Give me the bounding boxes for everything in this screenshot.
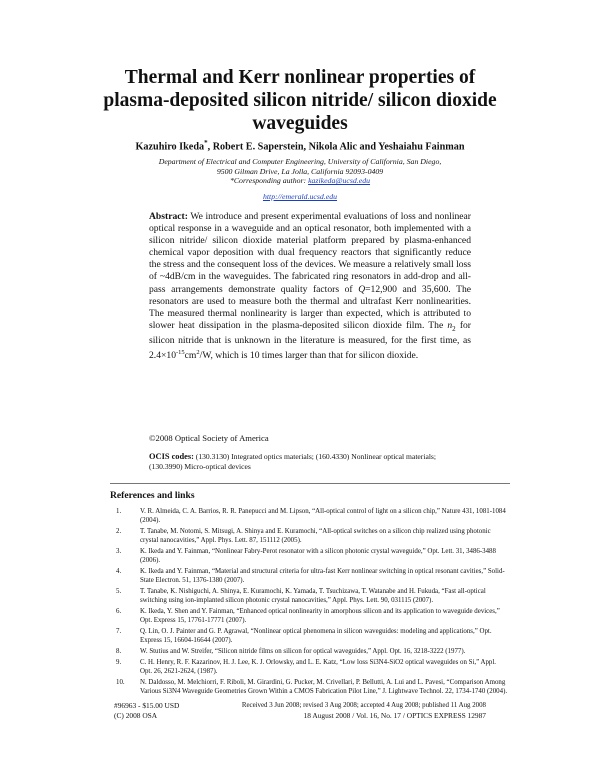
abstract — [149, 211, 471, 362]
abstract-superscript: 2 — [196, 348, 200, 356]
reference-number: 5. — [116, 587, 122, 595]
email-link[interactable]: kazikeda@ucsd.edu — [308, 176, 371, 186]
website-link[interactable]: http://emerald.ucsd.edu — [262, 192, 338, 201]
reference-item — [110, 528, 508, 545]
reference-text: Q. Lin, O. J. Painter and G. P. Agrawal, “Nonlinear optical phenomena in silicon waveguides: modeling and applications,” Opt. Express 15, 16604-16644 (2007). — [140, 627, 492, 644]
title-line: plasma-deposited silicon nitride/ silicon dioxide — [103, 90, 497, 111]
website-line — [60, 192, 540, 201]
reference-item — [110, 648, 508, 657]
references-heading: References and links — [110, 490, 195, 501]
abstract-symbol: Q — [358, 283, 366, 295]
reference-number: 9. — [116, 659, 122, 667]
footer-row — [114, 701, 486, 711]
article-id: #96963 - $15.00 USD — [114, 701, 180, 710]
journal-citation: 18 August 2008 / Vol. 16, No. 17 / OPTICS EXPRESS 12987 — [303, 711, 486, 720]
reference-item — [110, 628, 508, 645]
section-divider — [110, 483, 510, 484]
author-name: Kazuhiro Ikeda — [135, 141, 205, 153]
reference-text: C. H. Henry, R. F. Kazarinov, H. J. Lee, K. J. Orlowsky, and L. E. Katz, “Low loss Si3N4-SiO2 optical waveguides on Si,” Appl. Opt. 26, 2621-2624, (1987). — [140, 659, 496, 675]
paper-title — [60, 66, 540, 135]
reference-text: T. Tanabe, M. Notomi, S. Mitsugi, A. Shinya and E. Kuramochi, “All-optical switches on a silicon chip realized using photonic crystal nanocavities,” Appl. Phys. Lett. 87, 151112 (2005). — [140, 527, 491, 544]
reference-item — [110, 548, 508, 565]
abstract-text: cm — [184, 350, 197, 362]
author-names-rest: , Robert E. Saperstein, Nikola Alic and Yeshaiahu Fainman — [207, 141, 465, 153]
reference-text: V. R. Almeida, C. A. Barrios, R. R. Panepucci and M. Lipson, “All-optical control of light on a silicon chip,” Nature 431, 1081-1084 (2004). — [140, 508, 506, 524]
ocis-codes — [149, 452, 471, 471]
title-line: Thermal and Kerr nonlinear properties of — [124, 67, 476, 88]
ocis-label: OCIS codes: — [149, 452, 194, 461]
reference-item — [110, 588, 508, 605]
footer-row — [114, 711, 486, 721]
abstract-text: /W, which is 10 times larger than that for silicon dioxide. — [199, 350, 419, 362]
reference-text: N. Daldosso, M. Melchiorri, F. Riboli, M. Girardini, G. Pucker, M. Crivellari, P. Bellutti, A. Lui and L. Pavesi, “Comparison Among Various Si3N4 Waveguide Geometries Grown Within a CMOS Fabrication Pilot Line,” J. Lightwave Technol. 22, 1734-1740 (2004). — [140, 679, 508, 695]
reference-item — [110, 679, 508, 696]
reference-number: 6. — [116, 607, 122, 615]
reference-item — [110, 508, 508, 525]
reference-number: 8. — [116, 647, 122, 655]
affiliation-line: 9500 Gilman Drive, La Jolla, California 92093-0409 — [216, 166, 384, 176]
reference-number: 4. — [116, 567, 122, 575]
ocis-text: (130.3130) Integrated optics materials; (160.4330) Nonlinear optical materials; (130.3990) Micro-optical devices — [149, 452, 436, 471]
abstract-text: for silicon nitride that is unknown in the literature is measured, for the first time, as 2.4×10 — [149, 319, 472, 362]
abstract-label: Abstract: — [149, 211, 188, 222]
osa-copyright: (C) 2008 OSA — [114, 711, 158, 720]
corresponding-mark: * — [204, 139, 208, 147]
abstract-symbol: n — [447, 319, 453, 331]
reference-number: 10. — [116, 679, 125, 687]
title-line: waveguides — [252, 113, 348, 134]
reference-text: T. Tanabe, K. Nishiguchi, A. Shinya, E. Kuramochi, K. Yamada, T. Tsuchizawa, T. Watanabe and H. Fukuda, “Fast all-optical switching using ion-implanted silicon photonic crystal nanocavities,” Appl. Phys. Lett. 90, 031115 (2007). — [140, 587, 486, 604]
reference-text: K. Ikeda and Y. Fainman, “Nonlinear Fabry-Perot resonator with a silicon photonic crystal waveguide,” Opt. Lett. 31, 3486-3488 (2006). — [140, 547, 496, 564]
reference-number: 3. — [116, 547, 122, 555]
reference-text: K. Ikeda and Y. Fainman, “Material and structural criteria for ultra-fast Kerr nonlinear switching in optical resonant cavities,” Solid-State Electron. 51, 1376-1380 (2007). — [140, 567, 505, 584]
corresponding-author — [60, 176, 540, 186]
copyright-notice: ©2008 Optical Society of America — [149, 433, 269, 443]
abstract-text: =12,900 and 35,600. The resonators are used to measure both the thermal and ultrafast Kerr nonlinearities. The measured thermal nonlinearity is larger than expected, which is attributed to slower heat dissipation in the plasma-deposited silicon dioxide film. The — [149, 283, 471, 331]
reference-number: 2. — [116, 527, 122, 535]
affiliation — [60, 157, 540, 186]
reference-item — [110, 659, 508, 676]
reference-item — [110, 568, 508, 585]
page-footer — [114, 701, 486, 721]
abstract-superscript: -15 — [176, 348, 185, 356]
author-list — [60, 139, 540, 152]
corresponding-label: *Corresponding author: — [229, 176, 309, 186]
affiliation-line: Department of Electrical and Computer Engineering, University of California, San Diego, — [158, 157, 442, 166]
reference-item — [110, 608, 508, 625]
article-history: Received 3 Jun 2008; revised 3 Aug 2008; accepted 4 Aug 2008; published 11 Aug 2008 — [241, 702, 486, 709]
reference-text: W. Stutius and W. Streifer, “Silicon nitride films on silicon for optical waveguides,” Appl. Opt. 16, 3218-3222 (1977). — [140, 647, 466, 655]
reference-list — [110, 508, 508, 699]
reference-number: 7. — [116, 627, 122, 635]
reference-text: K. Ikeda, Y. Shen and Y. Fainman, “Enhanced optical nonlinearity in amorphous silicon and its application to waveguide devices,” Opt. Express 15, 17761-17771 (2007). — [140, 607, 500, 624]
abstract-text: We introduce and present experimental evaluations of loss and nonlinear optical response in a waveguide and an optical resonator, both implemented with a silicon nitride/ silicon dioxide material platform prepared by plasma-enhanced chemical vapor deposition with dual frequency reactors that significantly reduce the stress and the consequent loss of the devices. We measure a relatively small loss of ~4dB/cm in the waveguides. The fabricated ring resonators in add-drop and all-pass arrangements demonstrate quality factors of — [149, 211, 471, 295]
abstract-subscript: 2 — [452, 324, 456, 333]
reference-number: 1. — [116, 508, 122, 515]
